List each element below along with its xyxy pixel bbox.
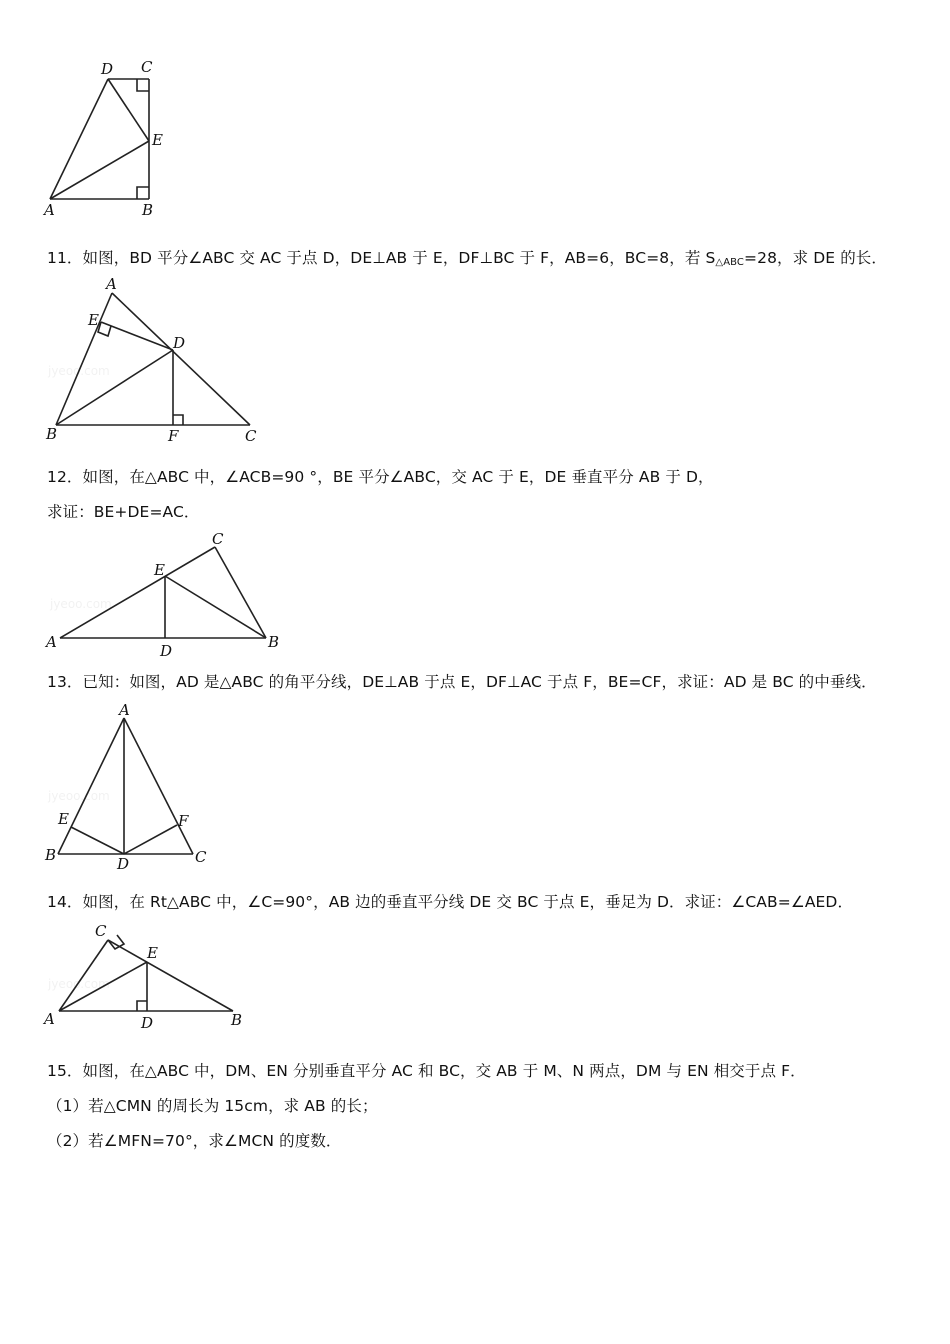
figure-triangle-abc-12: [40, 530, 300, 665]
label-b: B: [231, 1011, 243, 1029]
figure-lines: [59, 935, 233, 1011]
figure-right-triangle-abc-14: [40, 918, 260, 1036]
figure-triangle-abc-13: [40, 700, 220, 873]
figure-quadrilateral-abcd: [40, 55, 180, 225]
problem-13-line-1: 13．已知：如图，AD 是△ABC 的角平分线，DE⊥AB 于点 E，DF⊥AC 于点 F，BE=CF，求证：AD 是 BC 的中垂线．: [47, 673, 877, 691]
problem-12-line-1: 12．如图，在△ABC 中，∠ACB=90 °，BE 平分∠ABC，交 AC 于 E，DE 垂直平分 AB 于 D，: [47, 468, 714, 486]
watermark: jyeoo.com: [48, 977, 110, 991]
label-e: E: [88, 311, 99, 329]
label-b: B: [268, 633, 280, 651]
label-e: E: [154, 561, 165, 579]
figure-lines: [50, 79, 149, 199]
problem-11-text: 11．如图，BD 平分∠ABC 交 AC 于点 D，DE⊥AB 于 E，DF⊥BC 于 F，AB=6，BC=8，若 $S_{\triangle ABC}=28$，求 DE 的长．: [47, 249, 888, 268]
label-c: C: [141, 58, 153, 76]
label-a: A: [44, 201, 55, 219]
watermark: jyeoo.com: [50, 597, 112, 611]
problem-12-line-2: 求证：BE+DE=AC．: [47, 503, 200, 521]
label-e: E: [152, 131, 163, 149]
area-subscript: △ABC: [715, 257, 745, 268]
label-e: E: [147, 944, 158, 962]
label-e: E: [58, 810, 69, 828]
label-f: F: [168, 427, 179, 445]
label-d: D: [141, 1014, 154, 1032]
label-c: C: [95, 922, 107, 940]
label-a: A: [44, 1010, 55, 1028]
label-c: C: [245, 427, 257, 445]
label-c: C: [195, 848, 207, 866]
label-a: A: [46, 633, 57, 651]
label-a: A: [106, 275, 117, 293]
problem-15-line-1: 15．如图，在△ABC 中，DM、EN 分别垂直平分 AC 和 BC，交 AB 于 M、N 两点，DM 与 EN 相交于点 F．: [47, 1062, 806, 1080]
figure-triangle-abc-11: [40, 275, 280, 450]
label-a: A: [119, 701, 130, 719]
label-c: C: [212, 530, 224, 548]
problem-14-line-1: 14．如图，在 Rt△ABC 中，∠C=90°，AB 边的垂直平分线 DE 交 BC 于点 E，垂足为 D．求证：∠CAB=∠AED．: [47, 893, 854, 911]
label-b: B: [142, 201, 154, 219]
label-b: B: [46, 425, 58, 443]
label-f: F: [178, 812, 189, 830]
problem-15-line-2: （1）若△CMN 的周长为 15cm，求 AB 的长；: [47, 1097, 378, 1115]
label-d: D: [101, 60, 114, 78]
watermark: jyeoo.com: [48, 364, 110, 378]
watermark: jyeoo.com: [48, 789, 110, 803]
problem-15-line-3: （2）若∠MFN=70°，求∠MCN 的度数．: [47, 1132, 342, 1150]
figure-lines: [58, 718, 193, 854]
label-b: B: [45, 846, 57, 864]
label-d: D: [173, 334, 186, 352]
figure-lines: [56, 293, 250, 425]
label-d: D: [117, 855, 130, 873]
label-d: D: [160, 642, 173, 660]
